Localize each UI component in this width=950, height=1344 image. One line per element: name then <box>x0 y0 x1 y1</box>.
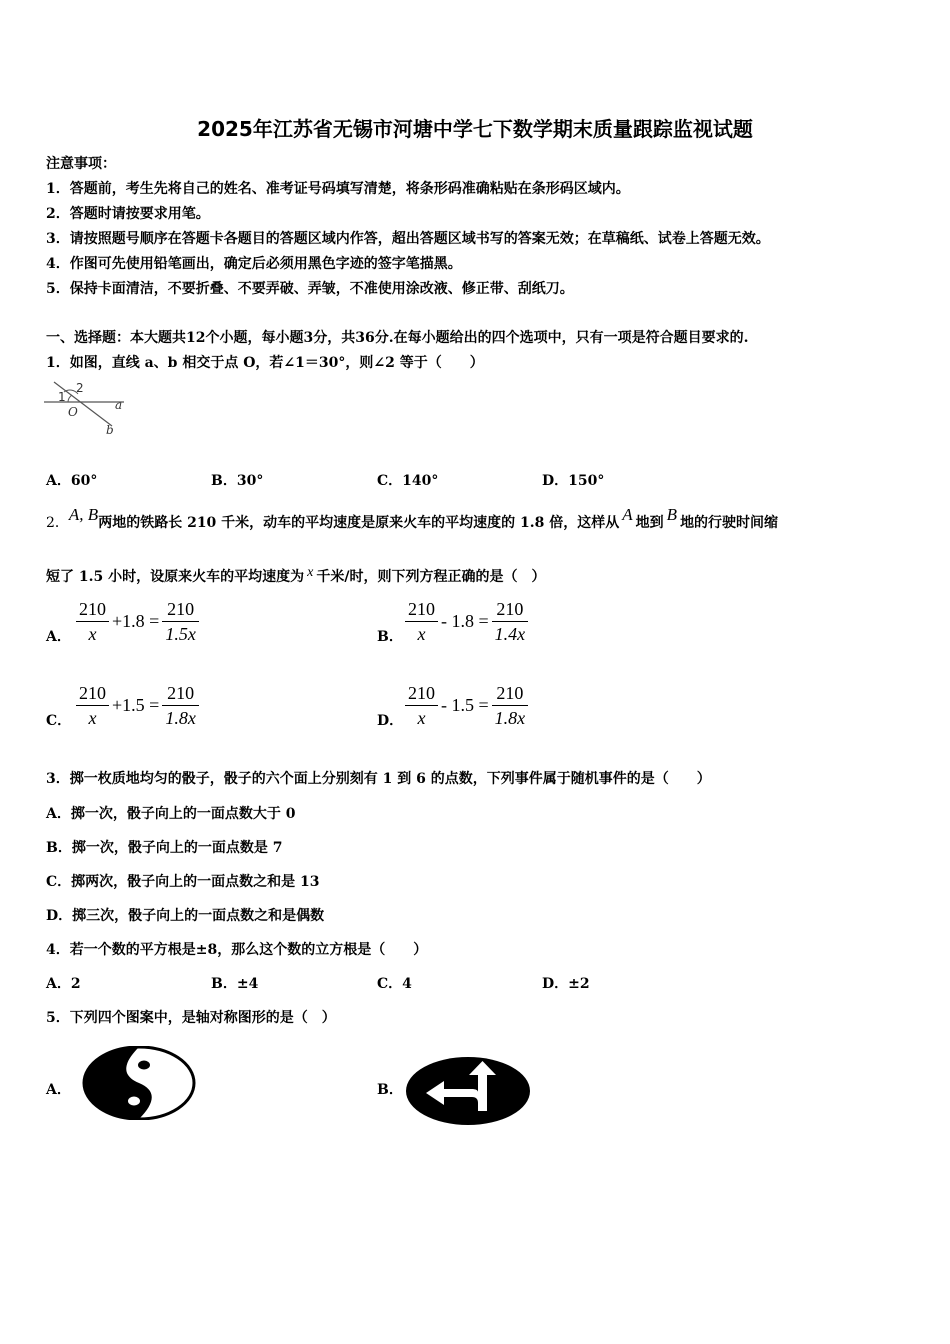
q4-option-d[interactable]: D．±2 <box>542 976 590 992</box>
notice-item: 5．保持卡面清洁，不要折叠、不要弄破、弄皱，不准使用涂改液、修正带、刮纸刀。 <box>46 281 574 297</box>
fraction: $\frac{210}{x}$ <box>405 597 438 646</box>
yin-yang-icon <box>82 1046 196 1120</box>
intersecting-lines-figure <box>44 380 128 436</box>
q1-option-c[interactable]: C．140° <box>377 473 439 489</box>
q5-option-b-label[interactable]: B． <box>377 1082 403 1098</box>
q2-ab: A, B <box>68 505 99 524</box>
q2-b: B <box>666 505 678 524</box>
q5-option-a-label[interactable]: A． <box>46 1082 71 1098</box>
q2-line2b: 千米/时，则下列方程正确的是（ ） <box>316 569 546 585</box>
angle-arc-1 <box>68 395 72 402</box>
q2-option-c-label[interactable]: C． <box>46 713 72 729</box>
q2-text1: 两地的铁路长 210 千米，动车的平均速度是原来火车的平均速度的 1.8 倍，这样从 <box>98 515 620 531</box>
section-heading: 一、选择题：本大题共12个小题，每小题3分，共36分.在每小题给出的四个选项中，只有一项是符合题目要求的. <box>46 330 749 346</box>
q2-line2a: 短了 1.5 小时，设原来火车的平均速度为 <box>46 569 305 585</box>
q2-option-b-equation: $\frac{210}{x}$ - 1.8 = $\frac{210}{1.4x}$ <box>405 597 528 646</box>
turn-arrow-sign-icon <box>404 1055 532 1127</box>
point-o-label: O <box>68 405 78 419</box>
notice-heading: 注意事项： <box>46 156 116 172</box>
q3-option-d[interactable]: D．掷三次，骰子向上的一面点数之和是偶数 <box>46 908 325 924</box>
q4-option-b[interactable]: B．±4 <box>211 976 259 992</box>
question-2-line2 <box>46 566 545 586</box>
q3-option-c[interactable]: C．掷两次，骰子向上的一面点数之和是 13 <box>46 874 320 890</box>
question-1-text: 1．如图，直线 a、b 相交于点 O，若∠1＝30°，则∠2 等于（ ） <box>46 355 484 371</box>
q2-a: A <box>622 505 633 524</box>
page-title: 2025年江苏省无锡市河塘中学七下数学期末质量跟踪监视试题 <box>197 117 753 141</box>
q2-number: 2． <box>46 515 69 531</box>
question-2-text <box>46 505 779 532</box>
q2-text3: 地的行驶时间缩 <box>680 515 779 531</box>
q4-option-a[interactable]: A．2 <box>46 976 81 992</box>
question-4-text: 4．若一个数的平方根是±8，那么这个数的立方根是（ ） <box>46 942 428 958</box>
q1-option-b[interactable]: B．30° <box>211 473 264 489</box>
fraction: $\frac{210}{x}$ <box>76 681 109 730</box>
q2-option-c-equation: $\frac{210}{x}$ +1.5 = $\frac{210}{1.8x}$ <box>76 681 199 730</box>
fraction: $\frac{210}{1.8x}$ <box>162 681 199 730</box>
question-3-text: 3．掷一枚质地均匀的骰子，骰子的六个面上分别刻有 1 到 6 的点数，下列事件属于随机事件的是（ ） <box>46 771 711 787</box>
q2-text2: 地到 <box>635 515 664 531</box>
q3-option-b[interactable]: B．掷一次，骰子向上的一面点数是 7 <box>46 840 283 856</box>
angle-2-label: 2 <box>76 381 84 395</box>
fraction: $\frac{210}{x}$ <box>405 681 438 730</box>
fraction: $\frac{210}{1.5x}$ <box>162 597 199 646</box>
fraction: $\frac{210}{1.4x}$ <box>492 597 529 646</box>
notice-item: 4．作图可先使用铅笔画出，确定后必须用黑色字迹的签字笔描黑。 <box>46 256 462 272</box>
fraction: $\frac{210}{x}$ <box>76 597 109 646</box>
q2-option-d-label[interactable]: D． <box>377 713 404 729</box>
q2-x: x <box>307 565 314 580</box>
fraction: $\frac{210}{1.8x}$ <box>492 681 529 730</box>
question-5-text: 5．下列四个图案中，是轴对称图形的是（ ） <box>46 1010 336 1026</box>
q3-option-a[interactable]: A．掷一次，骰子向上的一面点数大于 0 <box>46 806 296 822</box>
line-a-label: a <box>115 398 123 412</box>
q1-option-a[interactable]: A．60° <box>46 473 98 489</box>
q2-option-d-equation: $\frac{210}{x}$ - 1.5 = $\frac{210}{1.8x}$ <box>405 681 528 730</box>
notice-item: 2．答题时请按要求用笔。 <box>46 206 210 222</box>
notice-item: 3．请按照题号顺序在答题卡各题目的答题区域内作答，超出答题区域书写的答案无效；在草稿纸、试卷上答题无效。 <box>46 231 770 247</box>
angle-1-label: 1 <box>58 390 66 404</box>
q1-option-d[interactable]: D．150° <box>542 473 605 489</box>
line-b-label: b <box>106 423 114 436</box>
q2-option-a-equation: $\frac{210}{x}$ +1.8 = $\frac{210}{1.5x}$ <box>76 597 199 646</box>
notice-item: 1．答题前，考生先将自己的姓名、准考证号码填写清楚，将条形码准确粘贴在条形码区域内。 <box>46 181 630 197</box>
q2-option-a-label[interactable]: A． <box>46 629 71 645</box>
q4-option-c[interactable]: C．4 <box>377 976 412 992</box>
q2-option-b-label[interactable]: B． <box>377 629 403 645</box>
